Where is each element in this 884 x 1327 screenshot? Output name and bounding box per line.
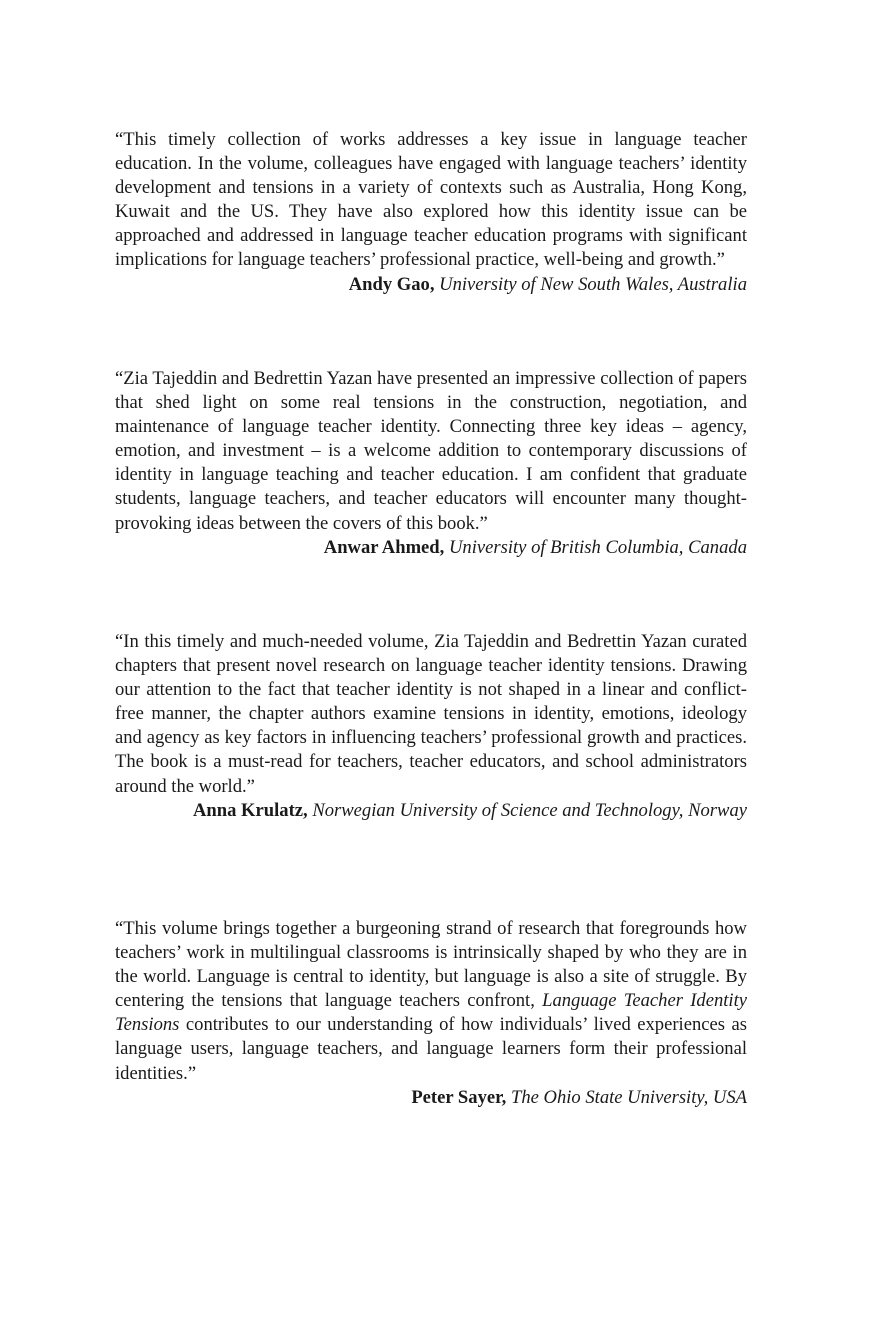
- endorsement-quote: [115, 917, 747, 1086]
- endorsement-gao: [115, 128, 747, 297]
- endorsement-quote: “This timely collection of works addresses a key issue in language teacher education. In the volume, colleagues have engaged with language teachers’ identity development and tensions in a variety of contexts such as Australia, Hong Kong, Kuwait and the US. They have also explored how this identity issue can be approached and addressed in language teacher education programs with significant implications for language teachers’ professional practice, well-being and growth.”: [115, 129, 747, 271]
- endorsement-author: Anna Krulatz,: [193, 799, 308, 821]
- endorsement-attribution: [115, 1086, 747, 1110]
- book-title: Language Teacher Identity Tensions: [115, 990, 747, 1036]
- endorsement-affiliation: The Ohio State University, USA: [510, 1086, 747, 1108]
- endorsement-attribution: [115, 536, 747, 560]
- endorsement-quote: “Zia Tajeddin and Bedrettin Yazan have presented an impressive collection of papers that shed light on some real tensions in the construction, negotiation, and maintenance of language teacher identity. Connecting three key ideas – agency, emotion, and investment – is a welcome addition to contemporary discussions of identity in language teaching and teacher education. I am confident that graduate students, language teachers, and teacher educators will encounter many thought-provoking ideas between the covers of this book.”: [115, 368, 747, 534]
- endorsement-affiliation: University of New South Wales, Australia: [439, 273, 747, 295]
- endorsement-quote: “In this timely and much-needed volume, Zia Tajeddin and Bedrettin Yazan curated chapters that present novel research on language teacher identity tensions. Drawing our attention to the fact that teacher identity is not shaped in a linear and conflict-free manner, the chapter authors examine tensions in identity, emotions, ideology and agency as key factors in influencing teachers’ professional growth and practices. The book is a must-read for teachers, teacher educators, and school administrators around the world.”: [115, 631, 747, 797]
- endorsement-author: Peter Sayer,: [411, 1086, 507, 1108]
- endorsement-affiliation: University of British Columbia, Canada: [448, 536, 747, 558]
- endorsement-quote-part: contributes to our understanding of how individuals’ lived experiences as language users, language teachers, and language learners form their professional identities.”: [115, 1014, 747, 1084]
- endorsement-author: Andy Gao,: [348, 273, 435, 295]
- endorsement-ahmed: [115, 367, 747, 560]
- endorsement-sayer: [115, 917, 747, 1110]
- endorsement-attribution: [115, 273, 747, 297]
- endorsement-author: Anwar Ahmed,: [323, 536, 445, 558]
- endorsement-krulatz: [115, 630, 747, 823]
- endorsement-attribution: [115, 799, 747, 823]
- endorsement-affiliation: Norwegian University of Science and Technology, Norway: [312, 799, 747, 821]
- endorsement-quote-part: “This volume brings together a burgeoning strand of research that foregrounds how teachers’ work in multilingual classrooms is intrinsically shaped by who they are in the world. Language is central to identity, but language is also a site of struggle. By centering the tensions that language teachers confront,: [115, 918, 747, 1012]
